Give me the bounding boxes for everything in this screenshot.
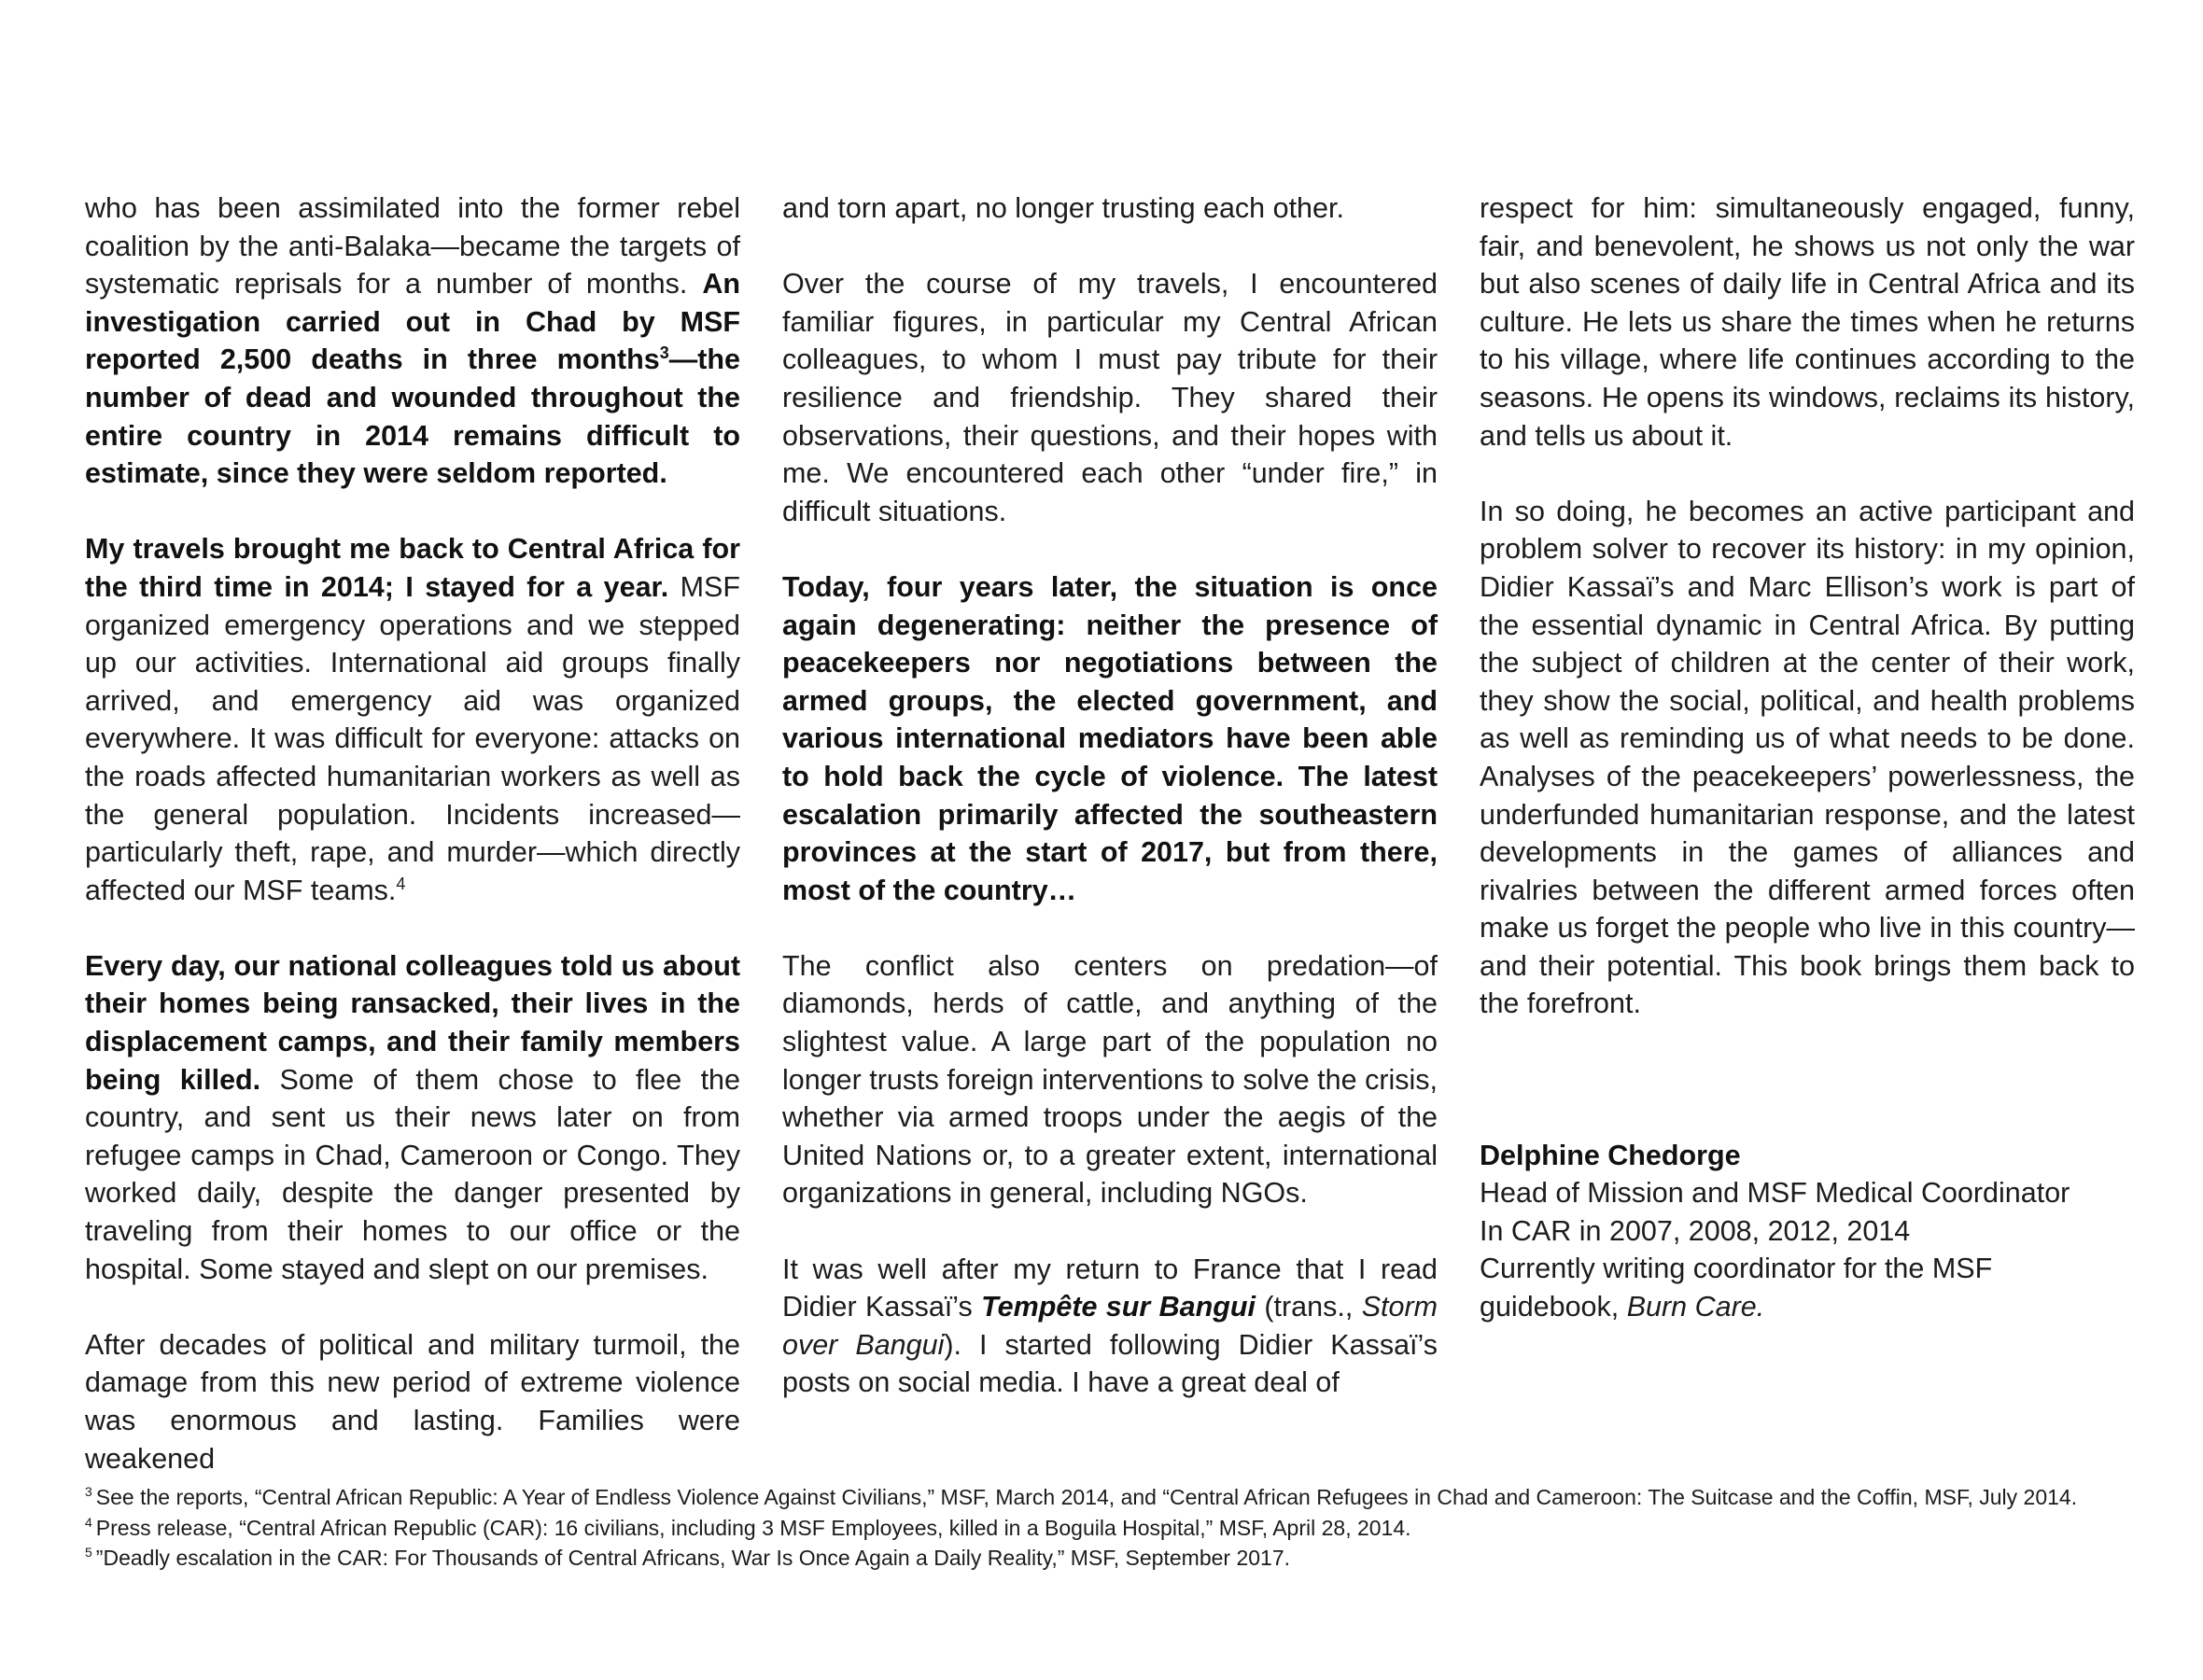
bold-text-run: An investigation carried out in Chad by MSF reported 2,500 deaths in three months	[85, 268, 740, 376]
footnote-text: See the reports, “Central African Republic: A Year of Endless Violence Against Civilians,” MSF, March 2014, and “Central African Refugees in Chad and Cameroon: The Suitcase and the Coffin, MSF, July 2014.	[95, 1485, 2078, 1509]
paragraph-text: MSF organized emergency operations and we stepped up our activities. International aid groups finally arrived, and emergency aid was organized everywhere. It was difficult for everyone: attacks on the roads affected humanitarian workers as well as the general population. Incidents increased—particularly theft, rape, and murder—which directly affected our MSF teams.	[85, 570, 740, 906]
paragraph-text: It was well after my return to France that I read Didier Kassaï’s	[782, 1253, 1438, 1323]
author-role-cont	[1480, 1288, 2135, 1326]
author-role: Currently writing coordinator for the MSF	[1480, 1253, 1993, 1285]
bold-text-run: —the number of dead and wounded throughout the entire country in 2014 remains difficult to estimate, since they were seldom reported.	[85, 343, 740, 490]
guidebook-title: Burn Care.	[1626, 1291, 1765, 1323]
footnote	[85, 1513, 2139, 1544]
paragraph-text: ). I started following Didier Kassaï’s posts on social media. I have a great deal of	[782, 1328, 1438, 1399]
text-column-1	[85, 189, 740, 1477]
paragraph	[85, 189, 740, 493]
paragraph: In so doing, he becomes an active participant and problem solver to recover its history: in my opinion, Didier Kassaï’s and Marc Ellison’s work is part of the essential dynamic in Central Africa. By putting the subject of children at the center of their work, they show the social, political, and health problems as well as reminding us of what needs to be done. Analyses of the peacekeepers’ powerlessness, the underfunded humanitarian response, and the latest developments in the games of alliances and rivalries between the different armed forces often make us forget the people who live in this country—and their potential. This book brings them back to the forefront.	[1480, 495, 2135, 1020]
author-years: In CAR in 2007, 2008, 2012, 2014	[1480, 1214, 1911, 1247]
footnote	[85, 1482, 2139, 1513]
footnote-number: 4	[85, 1514, 92, 1530]
paragraph	[85, 947, 740, 1288]
paragraph-text: who has been assimilated into the former rebel coalition by the anti-Balaka—became the targets of systematic reprisals for a number of months.	[85, 192, 740, 301]
author-name: Delphine Chedorge	[1480, 1139, 1741, 1171]
footnotes	[85, 1482, 2139, 1574]
paragraph: After decades of political and military turmoil, the damage from this new period of extreme violence was enormous and lasting. Families were weakened	[85, 1328, 740, 1475]
paragraph: respect for him: simultaneously engaged, funny, fair, and benevolent, he shows us not only the war but also scenes of daily life in Central Africa and its culture. He lets us share the times when he returns to his village, where life continues according to the seasons. He opens its windows, reclaims its history, and tells us about it.	[1480, 192, 2135, 452]
paragraph	[782, 1251, 1438, 1402]
paragraph: Over the course of my travels, I encountered familiar figures, in particular my Central African colleagues, to whom I must pay tribute for their resilience and friendship. They shared their observations, their questions, and their hopes with me. We encountered each other “under fire,” in difficult situations.	[782, 268, 1438, 527]
footnote-number: 3	[85, 1484, 92, 1500]
book-title-translation: Storm over Bangui	[782, 1291, 1438, 1361]
paragraph: The conflict also centers on predation—of diamonds, herds of cattle, and anything of the slightest value. A large part of the population no longer trusts foreign interventions to solve the crisis, whether via armed troops under the aegis of the United Nations or, to a greater extent, international organizations in general, including NGOs.	[782, 949, 1438, 1210]
footnote-ref: 3	[659, 343, 669, 363]
author-title: Head of Mission and MSF Medical Coordinator	[1480, 1177, 2070, 1210]
bold-text: Today, four years later, the situation is once again degenerating: neither the presence of peacekeepers nor negotiations between the armed groups, the elected government, and various international mediators have been able to hold back the cycle of violence. The latest escalation primarily affected the southeastern provinces at the start of 2017, but from there, most of the country…	[782, 570, 1438, 906]
footnote-number: 5	[85, 1545, 92, 1561]
bold-text: My travels brought me back to Central Africa for the third time in 2014; I stayed for a year.	[85, 533, 740, 603]
bold-text: Every day, our national colleagues told us about their homes being ransacked, their lives in the displacement camps, and their family members being killed.	[85, 949, 740, 1096]
bold-text	[85, 268, 740, 489]
footnote	[85, 1543, 2139, 1574]
footnote-text: ”Deadly escalation in the CAR: For Thousands of Central Africans, War Is Once Again a Daily Reality,” MSF, September 2017.	[95, 1546, 1291, 1570]
author-role-text: guidebook,	[1480, 1291, 1627, 1323]
paragraph-text: Some of them chose to flee the country, and sent us their news later on from refugee camps in Chad, Cameroon or Congo. They worked daily, despite the danger presented by traveling from their homes to our office or the hospital. Some stayed and slept on our premises.	[85, 1063, 740, 1285]
spacer	[1480, 1061, 2135, 1137]
signature-block	[1480, 1137, 2135, 1326]
paragraph	[782, 568, 1438, 909]
text-column-3	[1480, 189, 2135, 1326]
paragraph-text: (trans.,	[1256, 1291, 1362, 1323]
paragraph	[85, 530, 740, 909]
footnote-text: Press release, “Central African Republic (CAR): 16 civilians, including 3 MSF Employees, killed in a Boguila Hospital,” MSF, April 28, 2014.	[95, 1515, 1411, 1540]
text-column-2	[782, 189, 1438, 1402]
book-title: Tempête sur Bangui	[981, 1291, 1256, 1323]
footnote-ref: 4	[396, 874, 406, 893]
paragraph: and torn apart, no longer trusting each other.	[782, 192, 1344, 224]
